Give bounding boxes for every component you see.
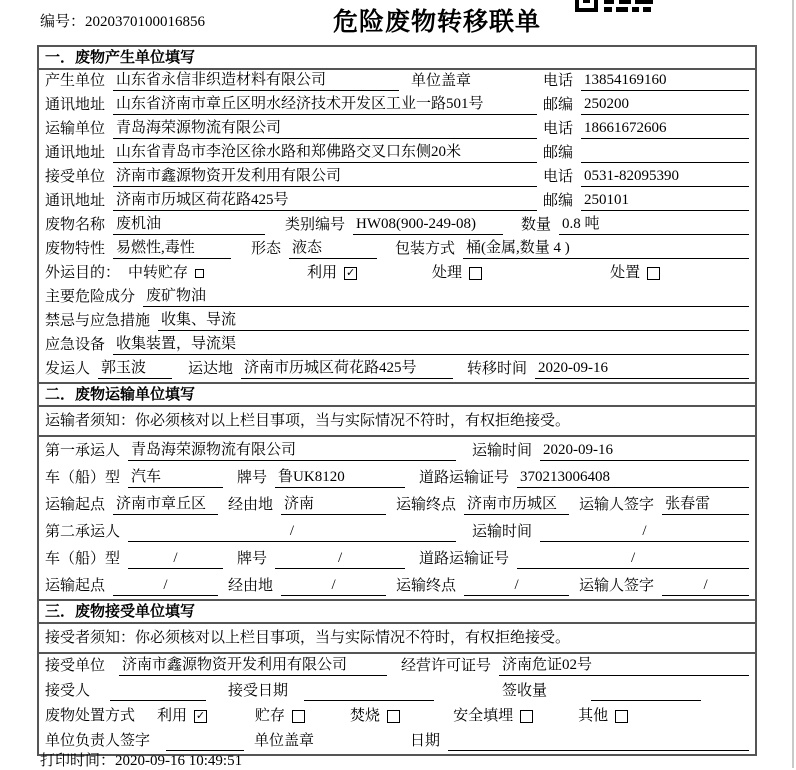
- waste-name-row: [39, 214, 755, 238]
- carrier1-road-permit-value: 370213006408: [517, 468, 749, 488]
- qr-code-icon: [575, 0, 653, 12]
- via-label: 经由地: [228, 497, 274, 513]
- checkbox-option-label: 焚烧: [350, 708, 381, 724]
- form-label: 形态: [251, 241, 282, 257]
- receiver-phone-group: [543, 167, 749, 187]
- transfer-time-label: 转移时间: [467, 361, 528, 377]
- receiver-phone-value: 0531-82095390: [581, 167, 749, 187]
- checkbox-option: [578, 707, 628, 726]
- carrier1-vehicle-value: 汽车: [128, 468, 223, 488]
- checkbox-option-label: 处理: [432, 265, 463, 281]
- page-edge-line: [792, 0, 794, 768]
- transporter-value: 青岛海荣源物流有限公司: [113, 119, 537, 139]
- producer-phone-value: 13854169160: [581, 71, 749, 91]
- manifest-form: [37, 45, 757, 756]
- carrier2-route-row: [39, 572, 755, 599]
- carrier1-time-value: 2020-09-16: [540, 441, 749, 461]
- document-number: [40, 10, 205, 31]
- accept-date-value: [304, 682, 434, 701]
- producer-address-row: [39, 94, 755, 118]
- carrier2-label: 第二承运人: [45, 524, 121, 540]
- section2-body: [39, 437, 755, 599]
- disposal-options: [157, 707, 628, 726]
- checkbox-option-label: 安全填埋: [453, 708, 514, 724]
- carrier2-row: [39, 518, 755, 545]
- receiver-address-value: 济南市历城区荷花路425号: [113, 191, 537, 211]
- checkbox-option-label: 利用: [307, 265, 338, 281]
- producer-row: [39, 70, 755, 94]
- producer-value: 山东省永信非织造材料有限公司: [113, 71, 399, 91]
- transporter-row: [39, 118, 755, 142]
- carrier2-vehicle-row: [39, 545, 755, 572]
- checkbox-option-label: 贮存: [255, 708, 286, 724]
- acceptor-value: [110, 682, 206, 701]
- vehicle-label: 车（船）型: [45, 470, 121, 486]
- quantity-label: 数量: [521, 217, 552, 233]
- checkbox-unchecked-icon: [292, 710, 305, 723]
- phone-label: 电话: [542, 121, 573, 137]
- section2-notice: 运输者须知：你必须核对以上栏目事项，当与实际情况不符时，有权拒绝接受。: [39, 407, 755, 437]
- emergency-value: 收集、导流: [158, 311, 749, 331]
- zip-label: 邮编: [542, 193, 573, 209]
- carrier2-sign-value: /: [662, 576, 749, 596]
- checkbox-option: [128, 264, 204, 283]
- characteristic-value: 易燃性,毒性: [113, 239, 231, 259]
- checkbox-unchecked-icon: [520, 710, 533, 723]
- permit-value: 济南危证02号: [499, 656, 749, 676]
- carrier1-row: [39, 437, 755, 464]
- section2-header: 二．废物运输单位填写: [39, 382, 755, 407]
- carrier1-name-value: 青岛海荣源物流有限公司: [128, 441, 456, 461]
- carrier2-terminus-value: /: [464, 576, 569, 596]
- permit-label: 经营许可证号: [401, 658, 492, 674]
- zip-label: 邮编: [542, 97, 573, 113]
- accept-date-label: 接受日期: [228, 683, 289, 699]
- zip-label: 邮编: [542, 145, 573, 161]
- shipper-label: 发运人: [45, 361, 91, 377]
- transporter-zip-group: [543, 144, 749, 163]
- print-time: [40, 749, 242, 770]
- carrier1-label: 第一承运人: [45, 443, 121, 459]
- print-time-label: 打印时间：: [40, 753, 116, 769]
- carrier2-via-value: /: [281, 576, 386, 596]
- checkbox-unchecked-icon: [469, 267, 482, 280]
- transporter-phone-value: 18661672606: [581, 119, 749, 139]
- phone-label: 电话: [542, 169, 573, 185]
- checkbox-checked-icon: ✓: [195, 709, 206, 722]
- waste-characteristic-row: [39, 238, 755, 262]
- receiver-label: 接受单位: [45, 658, 106, 674]
- plate-label: 牌号: [237, 551, 268, 567]
- producer-label: 产生单位: [45, 73, 106, 89]
- quantity-value: 0.8 吨: [559, 215, 749, 235]
- equipment-label: 应急设备: [45, 337, 106, 353]
- waste-name-label: 废物名称: [45, 217, 106, 233]
- carrier-sign-label: 运输人签字: [579, 578, 655, 594]
- packaging-value: 桶(金属,数量 4 ): [463, 239, 749, 259]
- seal-label: 单位盖章: [254, 733, 315, 749]
- hazard-row: [39, 286, 755, 310]
- receiver-value: 济南市鑫源物资开发利用有限公司: [113, 167, 537, 187]
- receiver-zip-group: [543, 191, 749, 211]
- plate-label: 牌号: [237, 470, 268, 486]
- receiver-address-row: [39, 190, 755, 214]
- producer-zip-group: [543, 95, 749, 115]
- origin-label: 运输起点: [45, 578, 106, 594]
- document-number-label: 编号：: [40, 14, 86, 30]
- carrier2-vehicle-value: /: [128, 549, 223, 569]
- vehicle-label: 车（船）型: [45, 551, 121, 567]
- checkbox-option-label: 中转贮存: [128, 265, 189, 281]
- hazard-label: 主要危险成分: [45, 289, 136, 305]
- checkbox-option-label: 处置: [610, 265, 641, 281]
- equipment-value: 收集装置，导流渠: [113, 335, 749, 355]
- date-value: [448, 732, 749, 751]
- terminus-label: 运输终点: [396, 497, 457, 513]
- transporter-phone-group: [543, 119, 749, 139]
- hazard-value: 废矿物油: [143, 287, 749, 307]
- carrier1-sign-value: 张春雷: [662, 495, 749, 515]
- page-title: 危险废物转移联单: [332, 9, 542, 36]
- carrier2-name-value: /: [128, 522, 456, 542]
- checkbox-option: [307, 264, 357, 283]
- shipper-row: [39, 358, 755, 382]
- checkbox-unchecked-icon: [195, 269, 204, 278]
- date-label: 日期: [410, 733, 441, 749]
- road-permit-label: 道路运输证号: [419, 470, 510, 486]
- category-value: HW08(900-249-08): [353, 215, 503, 235]
- carrier1-plate-value: 鲁UK8120: [275, 468, 405, 488]
- transporter-address-value: 山东省青岛市李沧区徐水路和郑佛路交叉口东侧20米: [113, 143, 537, 163]
- category-label: 类别编号: [285, 217, 346, 233]
- print-time-value: 2020-09-16 10:49:51: [115, 753, 243, 769]
- section3-header: 三．废物接受单位填写: [39, 599, 755, 624]
- carrier-sign-label: 运输人签字: [579, 497, 655, 513]
- accept-unit-value: 济南市鑫源物资开发利用有限公司: [119, 656, 387, 676]
- section3-body: [39, 654, 755, 754]
- carrier2-plate-value: /: [275, 549, 405, 569]
- address-label: 通讯地址: [45, 193, 106, 209]
- via-label: 经由地: [228, 578, 274, 594]
- road-permit-label: 道路运输证号: [419, 551, 510, 567]
- phone-label: 电话: [542, 73, 573, 89]
- disposal-row: [39, 704, 755, 729]
- checkbox-option-label: 其他: [578, 708, 609, 724]
- received-qty-value: [591, 682, 701, 701]
- origin-label: 运输起点: [45, 497, 106, 513]
- transfer-time-value: 2020-09-16: [535, 359, 749, 379]
- receiver-row: [39, 166, 755, 190]
- address-label: 通讯地址: [45, 97, 106, 113]
- checkbox-option: [453, 707, 533, 726]
- transporter-zip-value: [581, 144, 749, 163]
- producer-address-value: 山东省济南市章丘区明水经济技术开发区工业一路501号: [113, 95, 537, 115]
- waste-name-value: 废机油: [113, 215, 265, 235]
- receiver-label: 接受单位: [45, 169, 106, 185]
- carrier2-origin-value: /: [113, 576, 218, 596]
- seal-label: 单位盖章: [411, 73, 472, 89]
- checkbox-unchecked-icon: [615, 710, 628, 723]
- carrier2-time-value: /: [540, 522, 749, 542]
- shipper-value: 郭玉波: [98, 359, 172, 379]
- transporter-address-row: [39, 142, 755, 166]
- section3-notice: 接受者须知：你必须核对以上栏目事项，当与实际情况不符时，有权拒绝接受。: [39, 624, 755, 654]
- terminus-label: 运输终点: [396, 578, 457, 594]
- accept-unit-row: [39, 654, 755, 679]
- equipment-row: [39, 334, 755, 358]
- receiver-zip-value: 250101: [581, 191, 749, 211]
- emergency-label: 禁忌与应急措施: [45, 313, 151, 329]
- carrier2-road-permit-value: /: [517, 549, 749, 569]
- emergency-row: [39, 310, 755, 334]
- destination-label: 运达地: [188, 361, 234, 377]
- checkbox-option: [432, 264, 482, 283]
- received-qty-label: 签收量: [502, 683, 548, 699]
- carrier1-via-value: 济南: [281, 495, 386, 515]
- purpose-options: [128, 264, 660, 283]
- producer-phone-group: [543, 71, 749, 91]
- checkbox-option: [610, 264, 660, 283]
- destination-value: 济南市历城区荷花路425号: [241, 359, 453, 379]
- form-value: 液态: [289, 239, 377, 259]
- checkbox-option: [255, 707, 305, 726]
- checkbox-checked-icon: ✓: [345, 266, 356, 279]
- checkbox-option: [350, 707, 400, 726]
- disposal-label: 废物处置方式: [45, 708, 136, 724]
- carrier1-route-row: [39, 491, 755, 518]
- chief-sign-label: 单位负责人签字: [45, 733, 151, 749]
- purpose-label: 外运目的：: [45, 265, 121, 281]
- transporter-label: 运输单位: [45, 121, 106, 137]
- section1-body: [39, 70, 755, 382]
- carrier1-vehicle-row: [39, 464, 755, 491]
- packaging-label: 包装方式: [395, 241, 456, 257]
- address-label: 通讯地址: [45, 145, 106, 161]
- acceptor-label: 接受人: [45, 683, 91, 699]
- checkbox-option: [157, 707, 207, 726]
- producer-zip-value: 250200: [581, 95, 749, 115]
- checkbox-unchecked-icon: [647, 267, 660, 280]
- characteristic-label: 废物特性: [45, 241, 106, 257]
- checkbox-unchecked-icon: [387, 710, 400, 723]
- acceptor-row: [39, 679, 755, 704]
- transport-time-label: 运输时间: [472, 443, 533, 459]
- carrier1-origin-value: 济南市章丘区: [113, 495, 218, 515]
- carrier1-terminus-value: 济南市历城区: [464, 495, 569, 515]
- document-number-value: 2020370100016856: [85, 14, 206, 30]
- checkbox-option-label: 利用: [157, 708, 188, 724]
- transport-time-label: 运输时间: [472, 524, 533, 540]
- section1-header: 一．废物产生单位填写: [39, 47, 755, 70]
- purpose-row: [39, 262, 755, 286]
